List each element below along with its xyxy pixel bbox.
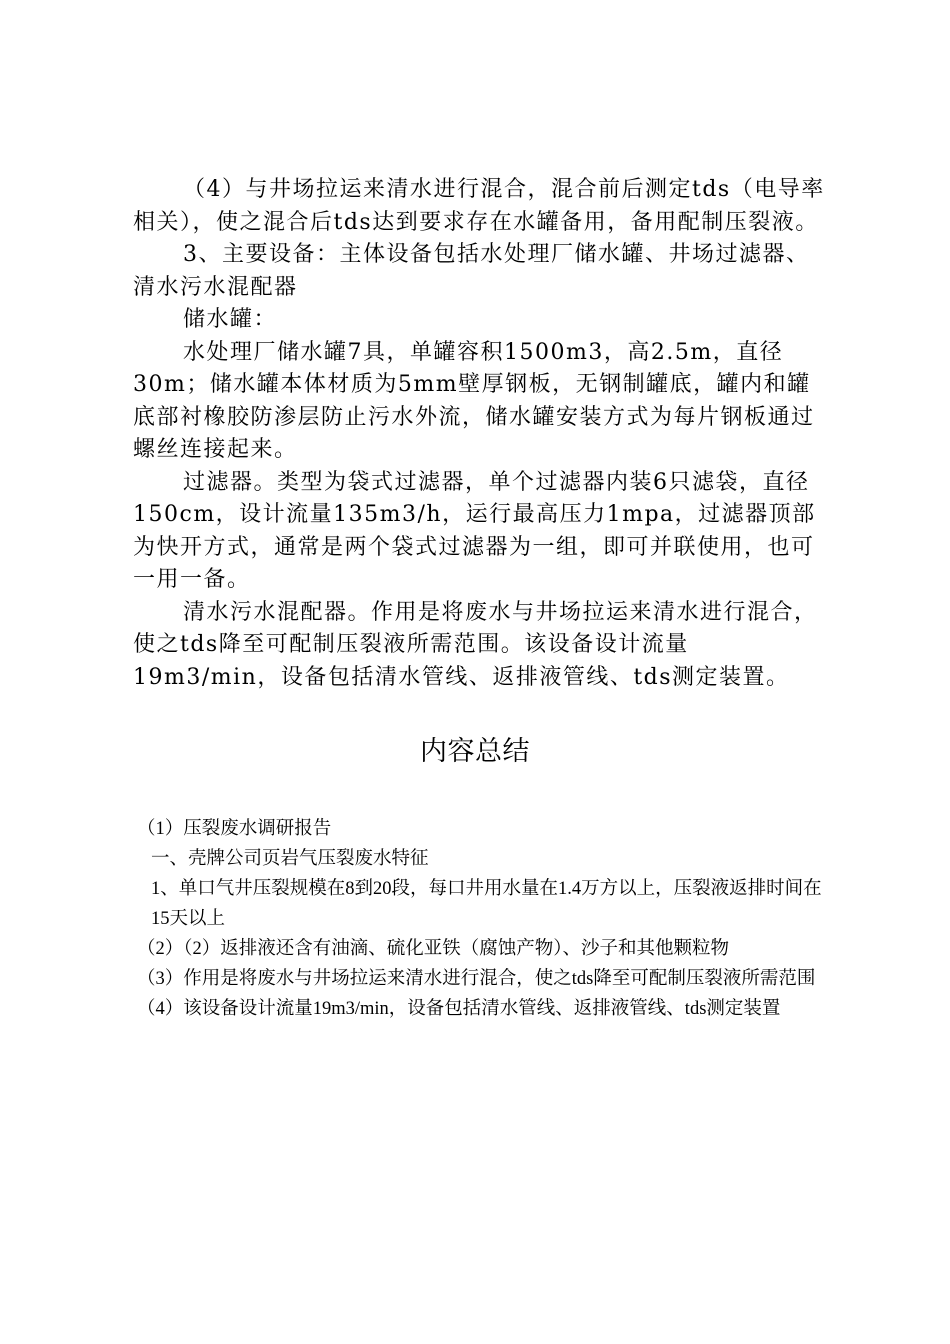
paragraph-storage-tank-heading: 储水罐： <box>183 307 278 332</box>
summary-item: （2）（2）返排液还含有油滴、硫化亚铁（腐蚀产物）、沙子和其他颗粒物 <box>137 939 730 959</box>
summary-item: 一、壳牌公司页岩气压裂废水特征 <box>151 849 429 869</box>
summary-item: （3）作用是将废水与井场拉运来清水进行混合，使之tds降至可配制压裂液所需范围 <box>137 969 816 989</box>
summary-title: 内容总结 <box>420 736 530 767</box>
paragraph-main-equipment: 3、主要设备：主体设备包括水处理厂储水罐、井场过滤器、清水污水混配器 <box>133 242 810 300</box>
body-section <box>133 174 829 694</box>
paragraph-storage-tank: 水处理厂储水罐7具，单罐容积1500m3，高2.5m，直径30m；储水罐本体材质为5mm壁厚钢板，无钢制罐底，罐内和罐底部衬橡胶防渗层防止污水外流，储水罐安装方式为每片钢板通过螺丝连接起来。 <box>133 339 815 462</box>
summary-item: 1、单口气井压裂规模在8到20段，每口井用水量在1.4万方以上，压裂液返排时间在15天以上 <box>151 879 822 929</box>
summary-section <box>137 814 827 1024</box>
summary-item: （1）压裂废水调研报告 <box>137 819 332 839</box>
paragraph-mixer: 清水污水混配器。作用是将废水与井场拉运来清水进行混合，使之tds降至可配制压裂液所需范围。该设备设计流量19m3/min，设备包括清水管线、返排液管线、tds测定装置。 <box>133 599 818 690</box>
paragraph-filter: 过滤器。类型为袋式过滤器，单个过滤器内装6只滤袋，直径150cm，设计流量135m3/h，运行最高压力1mpa，过滤器顶部为快开方式，通常是两个袋式过滤器为一组，即可并联使用，也可一用一备。 <box>133 469 816 592</box>
summary-item: （4）该设备设计流量19m3/min，设备包括清水管线、返排液管线、tds测定装置 <box>137 999 781 1019</box>
paragraph-mixing-step: （4）与井场拉运来清水进行混合，混合前后测定tds（电导率相关），使之混合后tds达到要求存在水罐备用，备用配制压裂液。 <box>133 177 825 235</box>
